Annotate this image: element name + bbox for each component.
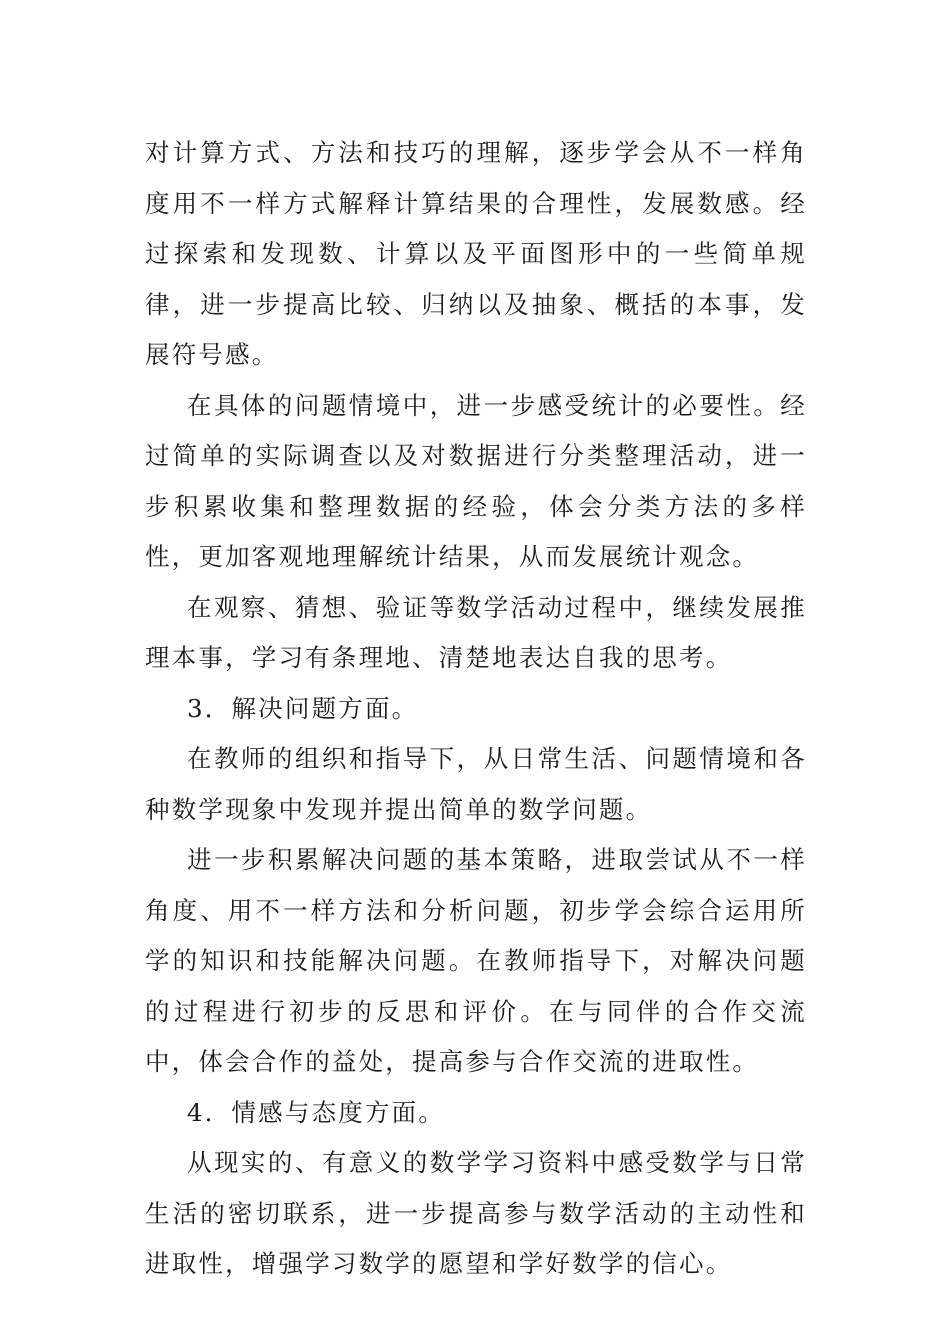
paragraph-6: 从现实的、有意义的数学学习资料中感受数学与日常生活的密切联系，进一步提高参与数学活动的主动性和进取性，增强学习数学的愿望和学好数学的信心。 [145, 1148, 807, 1278]
paragraph-3: 在观察、猜想、验证等数学活动过程中，继续发展推理本事，学习有条理地、清楚地表达自我的思考。 [145, 592, 807, 672]
paragraph-1: 对计算方式、方法和技巧的理解，逐步学会从不一样角度用不一样方式解释计算结果的合理性，发展数感。经过探索和发现数、计算以及平面图形中的一些简单规律，进一步提高比较、归纳以及抽象、概括的本事，发展符号感。 [145, 138, 807, 369]
section-heading-3: 3．解决问题方面。 [187, 693, 419, 723]
paragraph-4: 在教师的组织和指导下，从日常生活、问题情境和各种数学现象中发现并提出简单的数学问题。 [145, 744, 807, 824]
paragraph-2: 在具体的问题情境中，进一步感受统计的必要性。经过简单的实际调查以及对数据进行分类整理活动，进一步积累收集和整理数据的经验，体会分类方法的多样性，更加客观地理解统计结果，从而发展统计观念。 [145, 390, 807, 571]
paragraph-5: 进一步积累解决问题的基本策略，进取尝试从不一样角度、用不一样方法和分析问题，初步学会综合运用所学的知识和技能解决问题。在教师指导下，对解决问题的过程进行初步的反思和评价。在与同伴的合作交流中，体会合作的益处，提高参与合作交流的进取性。 [145, 845, 807, 1076]
document-body [145, 128, 807, 1290]
section-heading-4: 4．情感与态度方面。 [187, 1097, 446, 1127]
